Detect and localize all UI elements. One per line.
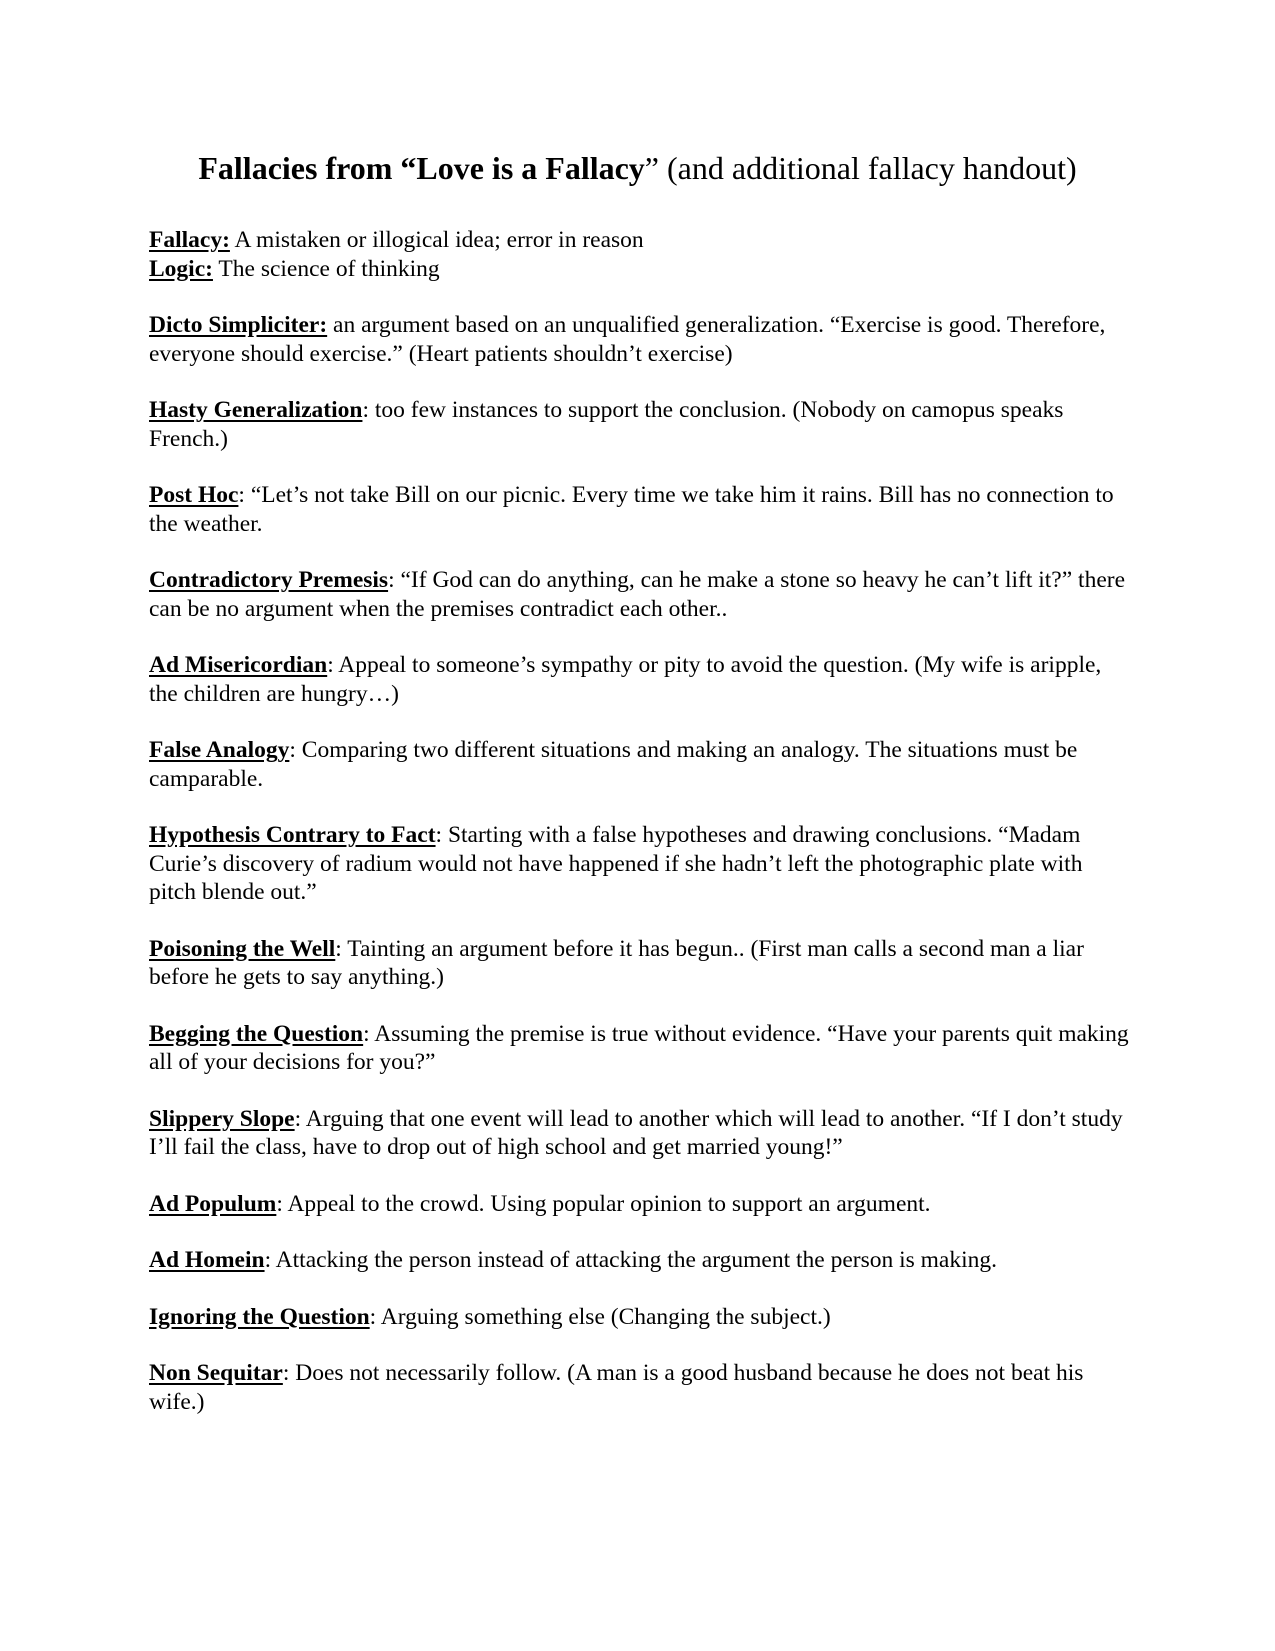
fallacy-term: Non Sequitar bbox=[149, 1360, 283, 1386]
fallacy-term: Hasty Generalization bbox=[149, 397, 363, 423]
fallacy-hasty-generalization bbox=[149, 396, 1129, 453]
fallacy-text: an argument based on an unqualified generalization. “Exercise is good. Therefore, everyone should exercise.” (Heart patients shouldn’t exercise) bbox=[149, 312, 1106, 367]
fallacy-term: Ad Populum bbox=[149, 1190, 277, 1217]
fallacy-text: : “Let’s not take Bill on our picnic. Every time we take him it rains. Bill has no connection to the weather. bbox=[149, 482, 1114, 537]
page-title bbox=[0, 148, 1275, 188]
fallacy-ad-homein bbox=[149, 1246, 1129, 1275]
fallacy-term: Ignoring the Question bbox=[149, 1303, 370, 1330]
document-body bbox=[149, 226, 1129, 1416]
fallacy-text: : Attacking the person instead of attacking the argument the person is making. bbox=[264, 1247, 998, 1273]
fallacy-text: : “If God can do anything, can he make a stone so heavy he can’t lift it?” there can be no argument when the premises contradict each other.. bbox=[149, 567, 1126, 622]
fallacy-ignoring-the-question bbox=[149, 1303, 1129, 1332]
definition-logic bbox=[149, 255, 1129, 284]
definition-term: Logic: bbox=[149, 255, 213, 282]
fallacy-non-sequitar bbox=[149, 1359, 1129, 1416]
fallacy-term: False Analogy bbox=[149, 737, 290, 763]
fallacy-text: : Tainting an argument before it has begun.. (First man calls a second man a liar before he gets to say anything.) bbox=[149, 935, 1084, 990]
definition-text: A mistaken or illogical idea; error in reason bbox=[229, 227, 644, 253]
fallacy-term: Poisoning the Well bbox=[149, 935, 336, 962]
fallacy-text: : Comparing two different situations and making an analogy. The situations must be camparable. bbox=[149, 737, 1078, 792]
definition-term: Fallacy: bbox=[149, 227, 230, 253]
fallacy-post-hoc bbox=[149, 481, 1129, 538]
title-regular-part: ” (and additional fallacy handout) bbox=[644, 150, 1077, 186]
fallacy-text: : Does not necessarily follow. (A man is a good husband because he does not beat his wife.) bbox=[149, 1360, 1084, 1415]
fallacy-dicto-simpliciter bbox=[149, 311, 1129, 368]
fallacy-text: : Appeal to someone’s sympathy or pity to avoid the question. (My wife is aripple, the children are hungry…) bbox=[149, 652, 1102, 707]
fallacy-contradictory-premesis bbox=[149, 566, 1129, 623]
fallacy-ad-populum bbox=[149, 1190, 1129, 1219]
fallacy-false-analogy bbox=[149, 736, 1129, 793]
fallacy-text: : Appeal to the crowd. Using popular opinion to support an argument. bbox=[276, 1190, 931, 1217]
fallacy-term: Slippery Slope bbox=[149, 1105, 295, 1132]
fallacy-term: Ad Misericordian bbox=[149, 652, 328, 678]
fallacy-term: Ad Homein bbox=[149, 1247, 265, 1273]
definition-fallacy bbox=[149, 226, 1129, 255]
fallacy-poisoning-the-well bbox=[149, 935, 1129, 992]
fallacy-term: Dicto Simpliciter: bbox=[149, 312, 328, 338]
fallacy-begging-the-question bbox=[149, 1020, 1129, 1077]
fallacy-term: Begging the Question bbox=[149, 1020, 364, 1047]
definition-text: The science of thinking bbox=[212, 255, 440, 282]
fallacy-text: : Arguing that one event will lead to another which will lead to another. “If I don’t study I’ll fail the class, have to drop out of high school and get married young!” bbox=[149, 1105, 1123, 1160]
fallacy-term: Post Hoc bbox=[149, 482, 239, 508]
fallacy-text: : too few instances to support the conclusion. (Nobody on camopus speaks French.) bbox=[149, 397, 1064, 452]
fallacy-text: : Assuming the premise is true without evidence. “Have your parents quit making all of your decisions for you?” bbox=[149, 1020, 1129, 1075]
fallacy-hypothesis-contrary-to-fact bbox=[149, 821, 1129, 907]
fallacy-term: Hypothesis Contrary to Fact bbox=[149, 822, 436, 848]
fallacy-term: Contradictory Premesis bbox=[149, 567, 389, 593]
fallacy-slippery-slope bbox=[149, 1105, 1129, 1162]
fallacy-text: : Arguing something else (Changing the subject.) bbox=[369, 1303, 831, 1330]
fallacy-ad-misericordian bbox=[149, 651, 1129, 708]
title-bold-part: Fallacies from “Love is a Fallacy bbox=[198, 150, 645, 186]
fallacy-text: : Starting with a false hypotheses and drawing conclusions. “Madam Curie’s discovery of radium would not have happened if she hadn’t left the photographic plate with pitch blende out.” bbox=[149, 822, 1083, 905]
